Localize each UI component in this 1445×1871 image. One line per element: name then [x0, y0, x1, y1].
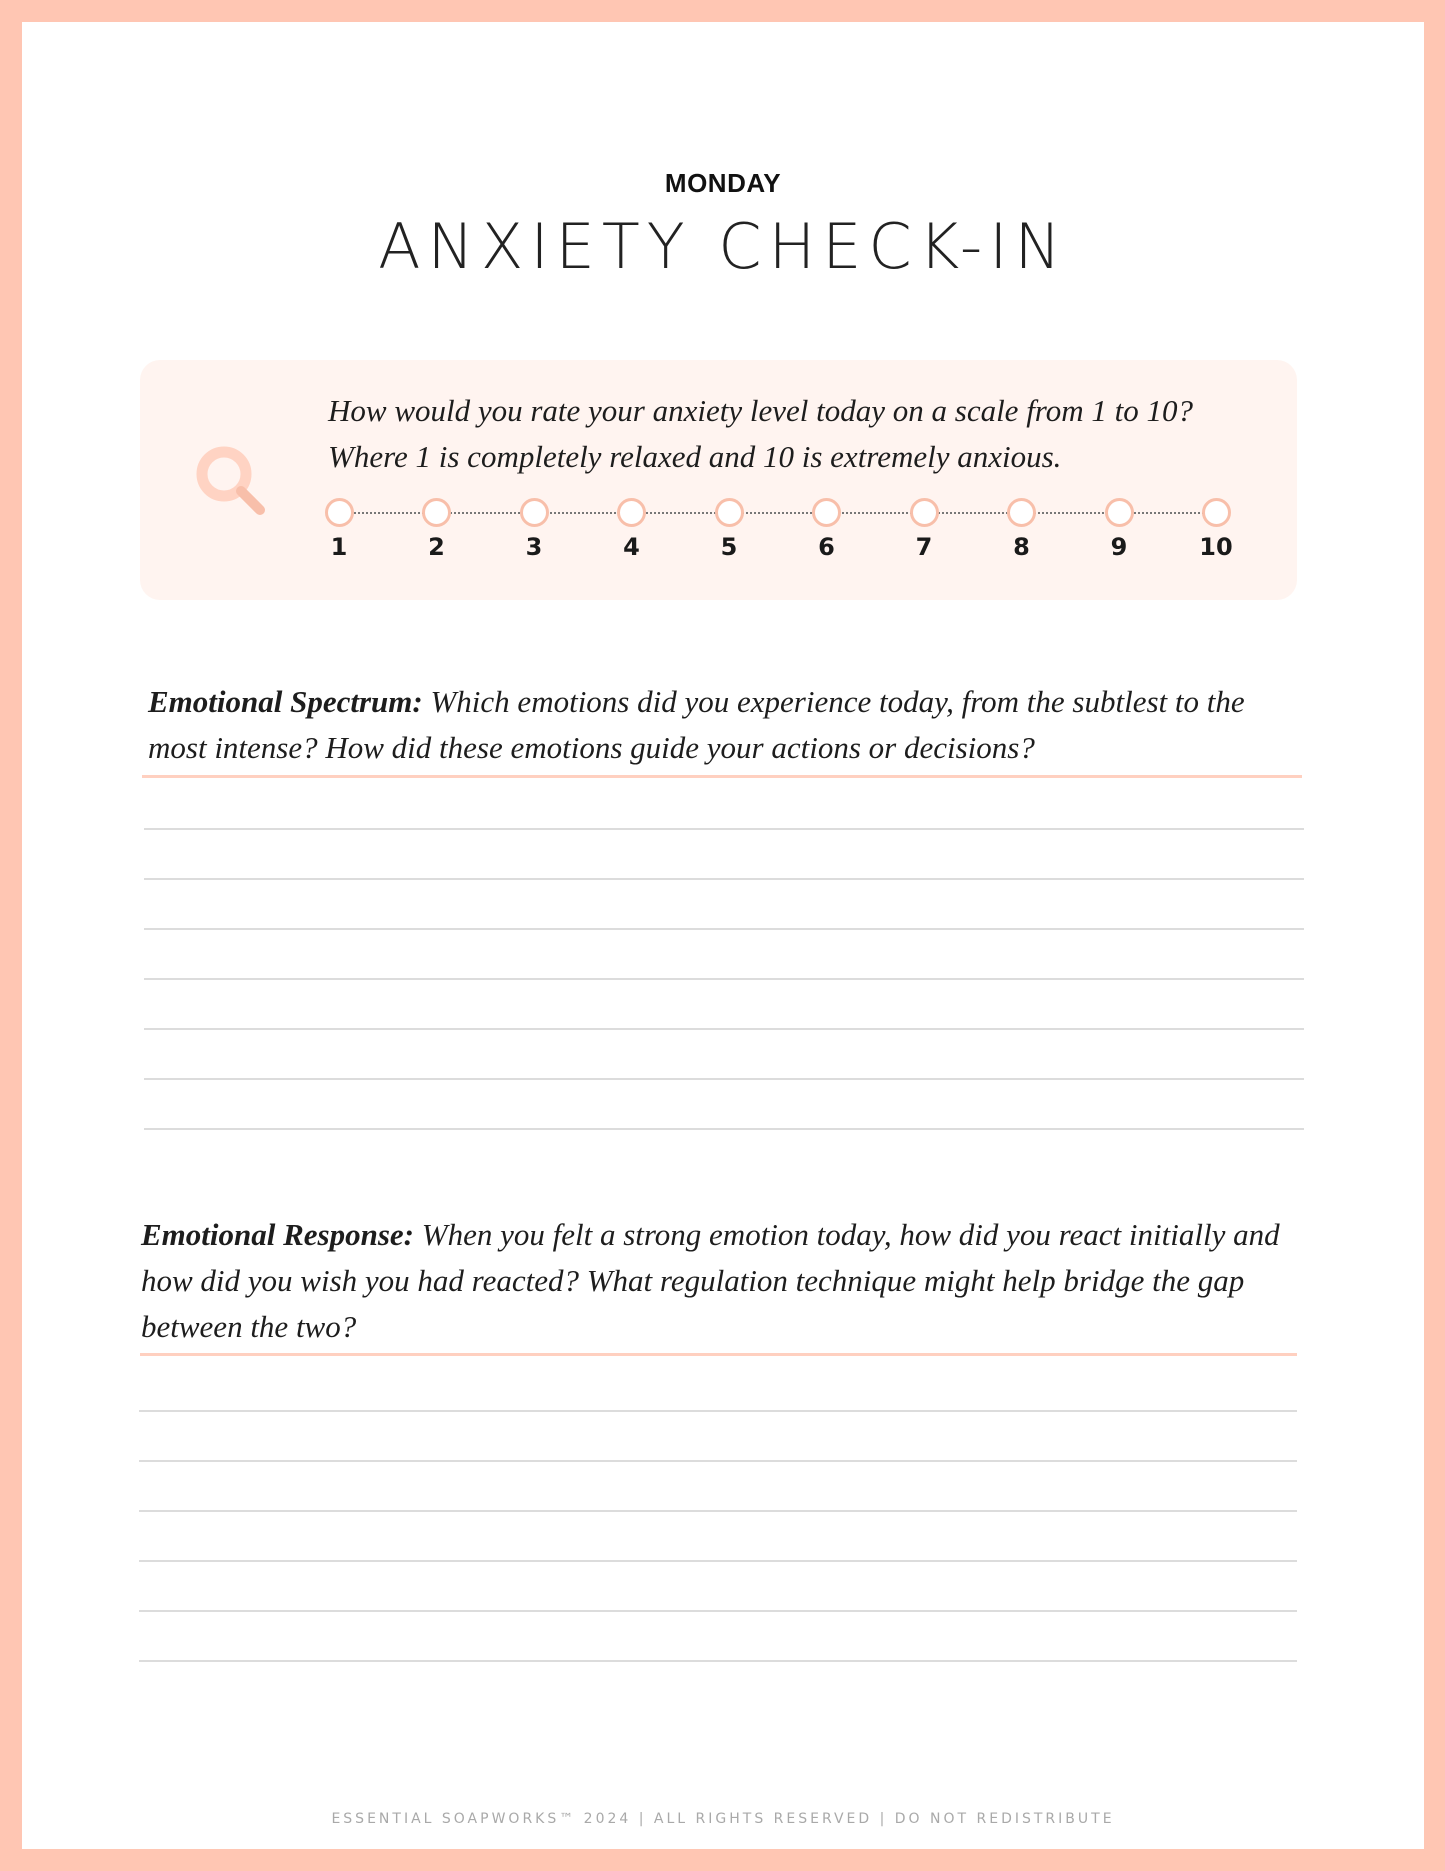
- scale-dotted-line: [339, 512, 1216, 514]
- scale-number: 8: [1013, 533, 1030, 561]
- writing-line[interactable]: [144, 978, 1304, 980]
- scale-option-4[interactable]: [602, 498, 662, 561]
- emotional-spectrum-prompt: [148, 679, 1308, 771]
- scale-option-9[interactable]: [1089, 498, 1149, 561]
- writing-line[interactable]: [139, 1510, 1297, 1512]
- scale-number: 6: [818, 533, 835, 561]
- day-label: MONDAY: [664, 168, 782, 198]
- anxiety-rating-card: [140, 360, 1297, 600]
- copyright-footer: ESSENTIAL SOAPWORKS™ 2024 | ALL RIGHTS RESERVED | DO NOT REDISTRIBUTE: [331, 1811, 1115, 1827]
- scale-number: 10: [1199, 533, 1233, 561]
- scale-number: 5: [720, 533, 738, 561]
- radio-circle-icon[interactable]: [1202, 498, 1231, 527]
- scale-number: 2: [428, 533, 445, 561]
- scale-number: 7: [915, 533, 933, 561]
- writing-line[interactable]: [144, 928, 1304, 930]
- scale-option-2[interactable]: [407, 498, 467, 561]
- scale-number: 3: [525, 533, 543, 561]
- writing-line[interactable]: [144, 828, 1304, 830]
- writing-line[interactable]: [139, 1610, 1297, 1612]
- anxiety-scale: [325, 498, 1233, 568]
- radio-circle-icon[interactable]: [617, 498, 646, 527]
- radio-circle-icon[interactable]: [422, 498, 451, 527]
- writing-line[interactable]: [144, 1128, 1304, 1130]
- scale-option-7[interactable]: [894, 498, 954, 561]
- radio-circle-icon[interactable]: [1007, 498, 1036, 527]
- scale-option-5[interactable]: [699, 498, 759, 561]
- rating-question: How would you rate your anxiety level today on a scale from 1 to 10? Where 1 is completely relaxed and 10 is extremely anxious.: [328, 393, 1193, 474]
- writing-line[interactable]: [139, 1660, 1297, 1662]
- scale-option-10[interactable]: [1186, 498, 1246, 561]
- writing-line[interactable]: [139, 1410, 1297, 1412]
- writing-line[interactable]: [144, 1078, 1304, 1080]
- writing-line[interactable]: [144, 878, 1304, 880]
- prompt-heading: Emotional Spectrum:: [148, 684, 423, 719]
- emotional-response-prompt: [141, 1212, 1301, 1350]
- prompt-text: Which emotions did you experience today, from the subtlest to the most intense? How did these emotions guide your actions or decisions?: [148, 684, 1245, 765]
- radio-circle-icon[interactable]: [1105, 498, 1134, 527]
- radio-circle-icon[interactable]: [715, 498, 744, 527]
- scale-option-1[interactable]: [309, 498, 369, 561]
- scale-number: 1: [330, 533, 348, 561]
- writing-line[interactable]: [139, 1560, 1297, 1562]
- prompt-divider: [140, 1353, 1297, 1356]
- prompt-heading: Emotional Response:: [141, 1217, 415, 1252]
- writing-line[interactable]: [144, 1028, 1304, 1030]
- scale-number: 9: [1110, 533, 1128, 561]
- search-icon: [192, 442, 270, 520]
- prompt-divider: [142, 775, 1302, 778]
- scale-option-3[interactable]: [504, 498, 564, 561]
- worksheet-page: [22, 22, 1424, 1849]
- writing-line[interactable]: [139, 1460, 1297, 1462]
- scale-option-6[interactable]: [797, 498, 857, 561]
- radio-circle-icon[interactable]: [520, 498, 549, 527]
- radio-circle-icon[interactable]: [325, 498, 354, 527]
- scale-number: 4: [623, 533, 640, 561]
- prompt-text: When you felt a strong emotion today, how did you react initially and how did you wish you had reacted? What regulation technique might help bridge the gap between the two?: [141, 1217, 1280, 1344]
- scale-option-8[interactable]: [992, 498, 1052, 561]
- radio-circle-icon[interactable]: [812, 498, 841, 527]
- page-title: ANXIETY CHECK-IN: [378, 210, 1068, 283]
- radio-circle-icon[interactable]: [910, 498, 939, 527]
